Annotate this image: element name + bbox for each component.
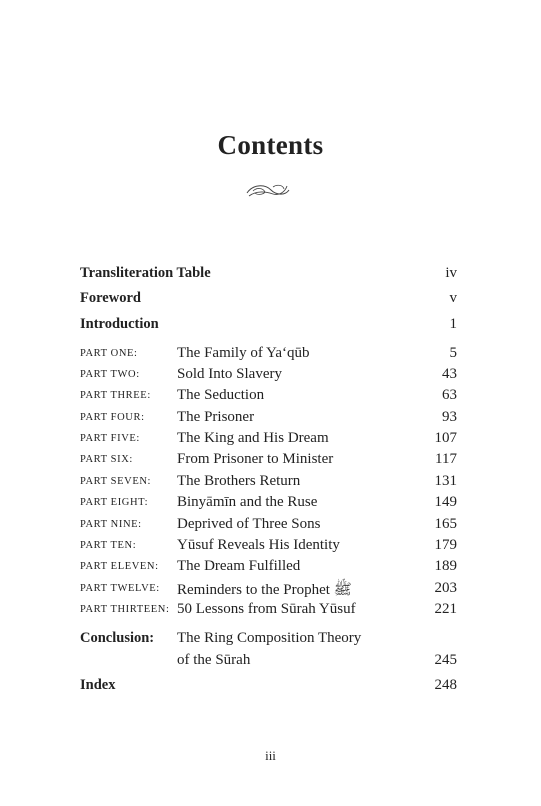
entry-title-line-1: The Ring Composition Theory	[177, 630, 362, 646]
entry-title: The Family of Ya‘qūb	[177, 345, 310, 361]
entry-page: 1	[449, 316, 457, 332]
toc-entry-introduction[interactable]	[80, 316, 457, 336]
entry-title: The Dream Fulfilled	[177, 558, 301, 574]
entry-title: Reminders to the Prophet ﷺ	[177, 582, 352, 598]
toc-entry-part[interactable]	[80, 516, 457, 536]
toc-entry-part[interactable]	[80, 451, 457, 471]
part-label: PART SEVEN:	[80, 476, 152, 487]
entry-page: 179	[434, 537, 457, 553]
part-label: PART NINE:	[80, 519, 142, 530]
toc-entry-conclusion[interactable]	[80, 630, 457, 674]
part-label: PART THIRTEEN:	[80, 604, 170, 615]
entry-page: 5	[449, 345, 457, 361]
entry-title: The Seduction	[177, 387, 265, 403]
toc-entry-part[interactable]	[80, 537, 457, 557]
entry-page: 43	[442, 366, 457, 382]
entry-page: 131	[434, 473, 457, 489]
toc-entry-index[interactable]	[80, 677, 457, 697]
entry-title: From Prisoner to Minister	[177, 451, 334, 467]
entry-title: The Prisoner	[177, 409, 255, 425]
entry-title: Sold Into Slavery	[177, 366, 282, 382]
entry-title: Index	[80, 677, 116, 693]
toc-entry-part[interactable]	[80, 409, 457, 429]
part-label: PART ONE:	[80, 348, 138, 359]
toc-entry-part[interactable]	[80, 558, 457, 578]
entry-page: 221	[434, 601, 457, 617]
part-label: PART THREE:	[80, 390, 151, 401]
toc-entry-part[interactable]	[80, 601, 457, 621]
entry-title: Introduction	[80, 316, 159, 332]
part-label: PART FIVE:	[80, 433, 140, 444]
page-number: iii	[265, 748, 276, 763]
entry-page: 149	[434, 494, 457, 510]
part-label: PART TWELVE:	[80, 583, 160, 594]
entry-title-line-2: of the Sūrah	[177, 652, 251, 668]
entry-page: v	[449, 290, 457, 306]
toc-entry-part[interactable]	[80, 580, 457, 600]
entry-title: The Brothers Return	[177, 473, 301, 489]
entry-title: Yūsuf Reveals His Identity	[177, 537, 340, 553]
entry-page: 107	[434, 430, 457, 446]
part-label: PART FOUR:	[80, 412, 145, 423]
entry-page: 93	[442, 409, 457, 425]
part-label: PART ELEVEN:	[80, 561, 159, 572]
toc-entry-part[interactable]	[80, 430, 457, 450]
toc-entry-foreword[interactable]	[80, 290, 457, 310]
entry-title: 50 Lessons from Sūrah Yūsuf	[177, 601, 356, 617]
entry-page: 117	[435, 451, 457, 467]
toc-entry-part[interactable]	[80, 345, 457, 365]
entry-page: 203	[434, 580, 457, 596]
toc-entry-part[interactable]	[80, 473, 457, 493]
toc-entry-part[interactable]	[80, 366, 457, 386]
entry-label: Conclusion:	[80, 630, 155, 646]
entry-title: Foreword	[80, 290, 141, 306]
part-label: PART TEN:	[80, 540, 137, 551]
entry-page: 248	[434, 677, 457, 693]
page-title: Contents	[217, 130, 324, 160]
entry-title: Deprived of Three Sons	[177, 516, 321, 532]
toc-entry-transliteration[interactable]	[80, 265, 457, 285]
entry-title: Binyāmīn and the Ruse	[177, 494, 318, 510]
toc-entry-part[interactable]	[80, 387, 457, 407]
entry-page: 165	[434, 516, 457, 532]
part-label: PART EIGHT:	[80, 497, 149, 508]
entry-page: iv	[445, 265, 457, 281]
part-label: PART TWO:	[80, 369, 140, 380]
entry-page: 245	[434, 652, 457, 668]
entry-page: 189	[434, 558, 457, 574]
entry-page: 63	[442, 387, 457, 403]
part-label: PART SIX:	[80, 454, 133, 465]
entry-title: Transliteration Table	[80, 265, 211, 281]
flourish-ornament-icon	[243, 178, 293, 202]
entry-title: The King and His Dream	[177, 430, 329, 446]
toc-entry-part[interactable]	[80, 494, 457, 514]
